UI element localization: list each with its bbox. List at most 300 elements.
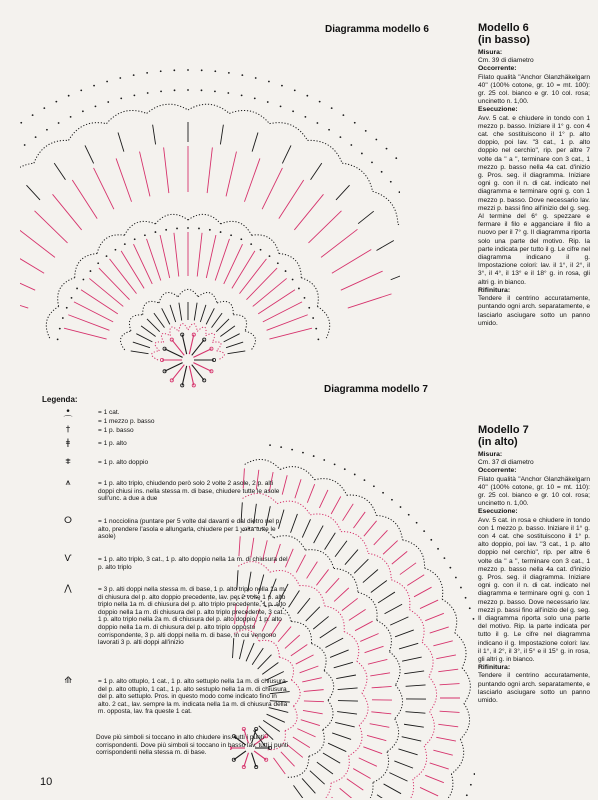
chain-loop	[198, 293, 217, 303]
chain-loop	[124, 221, 155, 235]
stitch-stroke	[293, 785, 305, 798]
diagram-7-title: Diagramma modello 7	[324, 384, 428, 395]
chain-stitch	[209, 229, 211, 231]
stitch-stroke	[216, 319, 229, 332]
model-6-rifinitura-text: Tendere il centrino accuratamente, puntando ogni arch. separatamente, e lasciarlo asciugare sotto un panno umido.	[478, 295, 590, 327]
chain-stitch	[460, 587, 462, 589]
chain-loop	[280, 467, 314, 480]
chain-loop	[413, 746, 427, 779]
stitch-stroke	[348, 294, 392, 308]
chain-stitch	[408, 514, 410, 516]
chain-loop	[311, 644, 326, 671]
treble-crochet-icon: ⩨	[65, 457, 71, 467]
stitch-stroke	[367, 735, 386, 740]
model-6-occorrente-label: Occorrente:	[478, 65, 517, 73]
stitch-stroke	[341, 271, 383, 290]
stitch-stroke	[170, 305, 176, 322]
chain-stitch	[331, 107, 333, 109]
chain-stitch	[390, 181, 392, 183]
chain-stitch	[277, 262, 279, 264]
stitch-stroke	[293, 737, 310, 748]
chain-stitch	[313, 455, 315, 457]
petal-tip	[232, 758, 235, 761]
chain-loop	[308, 783, 332, 798]
stitch-stroke	[336, 675, 356, 679]
stitch-stroke	[206, 235, 216, 278]
chain-stitch	[391, 499, 393, 501]
chain-loop	[34, 140, 69, 163]
stitch-stroke	[116, 158, 131, 201]
chain-stitch	[230, 234, 232, 236]
model-6-occorrente-text: Filato qualità "Anchor Glanzhäkelgarn 40" (100% cotone, gr. 10 = mt. 100): gr. 25 col. bianco e gr. 10 col. rosa; uncinetto n. 1,00.	[478, 73, 590, 106]
stitch-stroke	[311, 163, 322, 180]
stitch-stroke	[291, 514, 298, 533]
chain-stitch	[97, 262, 99, 264]
chain-stitch	[316, 122, 318, 124]
chain-loop	[245, 331, 255, 350]
chain-loop	[188, 324, 197, 332]
legend-notes: Dove più simboli si toccano in alto chiudere ins. tutti i punti corrispondenti. Dove più simboli si toccano in basso lav. tutti i punti corrispondenti nella stessa m. di base.	[96, 734, 289, 757]
stitch-stroke	[298, 598, 311, 614]
chain-loop	[155, 342, 164, 351]
stitch-stroke	[302, 678, 322, 682]
stitch-stroke	[308, 211, 341, 243]
chain-stitch	[147, 92, 149, 94]
stitch-stroke	[400, 563, 416, 575]
stitch-stroke	[363, 747, 382, 754]
chain-stitch	[20, 122, 22, 124]
chain-stitch	[62, 317, 64, 319]
stitch-stroke	[246, 268, 277, 300]
chain-stitch	[227, 92, 229, 94]
legend	[42, 395, 302, 716]
stitch-stroke	[215, 239, 229, 281]
chain-loop	[325, 606, 345, 632]
chain-loop	[277, 501, 310, 515]
stitch-stroke	[347, 779, 363, 790]
stitch-stroke	[436, 655, 456, 659]
stitch-stroke	[53, 194, 82, 230]
stitch-stroke	[228, 351, 246, 354]
stitch-stroke	[300, 666, 319, 673]
stitch-stroke	[430, 763, 449, 769]
chain-loop	[106, 110, 146, 123]
chain-stitch	[302, 452, 304, 454]
fan-cluster-icon: ⋀	[64, 584, 72, 594]
stitch-stroke	[110, 259, 137, 294]
stitch-stroke	[85, 145, 94, 163]
stitch-stroke	[364, 521, 377, 536]
stitch-stroke	[433, 750, 452, 755]
chain-stitch	[304, 297, 306, 299]
chain-stitch	[241, 94, 243, 96]
stitch-stroke	[372, 686, 392, 687]
chain-loop	[291, 680, 300, 706]
stitch-stroke	[407, 575, 424, 586]
stitch-stroke	[141, 326, 156, 337]
stitch-stroke	[303, 710, 323, 713]
chain-loop	[437, 774, 453, 798]
stitch-stroke	[252, 133, 258, 152]
stitch-stroke	[414, 587, 432, 597]
chain-stitch	[294, 89, 296, 91]
double-crochet-icon: ǂ	[65, 438, 71, 448]
diagram-6-title: Diagramma modello 6	[325, 24, 429, 35]
chain-loop	[341, 532, 368, 554]
chain-loop	[402, 540, 424, 568]
chain-stitch	[240, 238, 242, 240]
stitch-stroke	[425, 613, 444, 620]
chain-stitch	[155, 231, 157, 233]
chain-loop	[252, 235, 279, 254]
legend-text: = 1 p. alto	[98, 440, 127, 447]
stitch-stroke	[433, 641, 452, 646]
stitch-stroke	[296, 555, 305, 573]
chain-loop	[206, 333, 215, 342]
stitch-stroke	[297, 729, 315, 737]
chain-loop	[460, 704, 469, 740]
stitch-stroke	[360, 634, 378, 642]
stitch-stroke	[302, 778, 315, 793]
stitch-stroke	[179, 303, 182, 321]
chain-stitch	[354, 122, 356, 124]
legend-text: = 1 nocciolina (puntare per 5 volte dal davanti e dal dietro nel p. alto, prendere l'asola e allungarla, chiudere per 1 volta tutte le asole)	[98, 518, 282, 541]
chain-icon: •	[65, 407, 71, 417]
chain-stitch	[323, 459, 325, 461]
leaf-cluster-icon: ⟰	[64, 676, 72, 686]
stitch-stroke	[334, 662, 353, 668]
stitch-stroke	[307, 562, 318, 579]
chain-stitch	[76, 288, 78, 290]
chain-stitch	[46, 129, 48, 131]
stitch-stroke	[335, 722, 354, 727]
chain-stitch	[55, 101, 57, 103]
chain-loop	[409, 610, 424, 643]
stitch-stroke	[153, 125, 156, 145]
chain-loop	[217, 301, 233, 314]
stitch-stroke	[258, 290, 295, 314]
stitch-stroke	[319, 490, 328, 508]
chain-stitch	[268, 81, 270, 83]
chain-stitch	[124, 243, 126, 245]
chain-loop	[309, 730, 324, 756]
stitch-stroke	[365, 646, 384, 652]
chain-stitch	[58, 122, 60, 124]
chain-loop	[75, 254, 97, 278]
chain-loop	[387, 719, 399, 752]
chain-loop	[462, 668, 470, 704]
chain-loop	[299, 586, 324, 606]
chain-stitch	[455, 577, 457, 579]
chain-stitch	[395, 157, 397, 159]
stitch-stroke	[438, 669, 458, 672]
stitch-stroke	[355, 621, 373, 630]
model-6-instructions	[478, 22, 590, 328]
chain-loop	[221, 221, 252, 235]
stitch-stroke	[335, 541, 347, 557]
chain-loop	[429, 676, 437, 711]
chain-stitch	[35, 136, 37, 138]
chain-loop	[314, 479, 346, 496]
chain-stitch	[269, 255, 271, 257]
stitch-stroke	[35, 211, 68, 243]
chain-stitch	[339, 136, 341, 138]
chain-stitch	[291, 449, 293, 451]
stitch-stroke	[425, 775, 444, 782]
stitch-stroke	[371, 712, 391, 714]
chain-loop	[155, 214, 188, 223]
chain-stitch	[361, 153, 363, 155]
legend-title: Legenda:	[42, 395, 78, 404]
stitch-stroke	[244, 158, 259, 201]
chain-stitch	[83, 279, 85, 281]
chain-stitch	[80, 89, 82, 91]
legend-text: = 1 p. alto triplo, 3 cat., 1 p. alto doppio nella 1a m. di chiusura del p. alto triplo	[98, 556, 288, 571]
chain-loop	[179, 324, 188, 332]
chain-stitch	[106, 81, 108, 83]
stitch-stroke	[54, 163, 65, 180]
stitch-stroke	[420, 600, 438, 609]
stitch-stroke	[337, 712, 357, 715]
single-crochet-icon: †	[65, 425, 71, 435]
chain-stitch	[399, 191, 400, 193]
chain-stitch	[342, 114, 344, 116]
stitch-stroke	[207, 147, 212, 193]
petal-stroke	[182, 335, 186, 354]
stitch-stroke	[94, 168, 114, 209]
chain-stitch	[57, 338, 59, 340]
chain-stitch	[304, 116, 306, 118]
stitch-stroke	[392, 551, 407, 564]
stitch-stroke	[295, 479, 301, 498]
stitch-stroke	[370, 724, 390, 728]
chain-stitch	[70, 116, 72, 118]
chain-loop	[344, 632, 359, 662]
model-6-misura-label: Misura:	[478, 49, 503, 56]
chain-stitch	[59, 328, 61, 330]
chain-loop	[451, 739, 463, 774]
chain-loop	[357, 661, 367, 693]
crochet-diagram-6	[20, 30, 400, 400]
chain-stitch	[68, 95, 70, 97]
stitch-stroke	[131, 351, 149, 354]
chain-loop	[424, 711, 434, 746]
stitch-stroke	[326, 578, 339, 593]
stitch-stroke	[206, 308, 214, 324]
chain-stitch	[144, 234, 146, 236]
stitch-stroke	[294, 194, 323, 230]
chain-stitch	[214, 90, 216, 92]
chain-stitch	[133, 74, 135, 76]
stitch-stroke	[197, 233, 202, 277]
stitch-stroke	[226, 152, 236, 197]
chain-stitch	[198, 228, 200, 230]
chain-loop	[279, 254, 301, 278]
stitch-stroke	[89, 278, 123, 306]
page-number: 10	[40, 776, 53, 788]
chain-loop	[58, 278, 75, 307]
stitch-stroke	[440, 711, 460, 712]
legend-text: = 1 p. alto doppio	[98, 459, 149, 466]
legend-text: = 1 p. alto ottuplo, 1 cat., 1 p. alto settuplo nella 1a m. di chiusura del p. alto ottuplo, 1 cat., 1 p. alto sestuplo nella 1a m. di chiusura del p. alto settuplo. Pros. in questo modo come indicato fino in alto. 2 cat., lav. sempre la m. indicata nella 1a m. di chiusura della m. opposta, lav. fra queste 1 cat.	[98, 678, 288, 716]
chain-loop	[376, 515, 402, 539]
chain-stitch	[71, 297, 73, 299]
chain-stitch	[187, 69, 189, 71]
chain-loop	[442, 599, 457, 633]
stitch-stroke	[321, 229, 357, 257]
stitch-stroke	[389, 773, 407, 781]
stitch-stroke	[220, 326, 235, 337]
stitch-stroke	[226, 342, 243, 348]
triple-cluster-icon: ⩚	[65, 478, 71, 488]
stitch-stroke	[368, 659, 387, 664]
chain-loop	[217, 351, 225, 360]
chain-loop	[395, 685, 403, 719]
stitch-stroke	[359, 758, 377, 766]
chain-stitch	[254, 97, 256, 99]
stitch-stroke	[304, 701, 324, 702]
stitch-stroke	[358, 211, 374, 224]
stitch-stroke	[402, 737, 422, 741]
stitch-stroke	[279, 180, 304, 219]
stitch-stroke	[252, 648, 263, 665]
stitch-stroke	[20, 249, 44, 273]
stitch-stroke	[26, 185, 40, 200]
petal-stroke	[189, 366, 193, 385]
chain-loop	[178, 289, 198, 296]
chain-stitch	[449, 567, 451, 569]
model-6-subtitle: (in basso)	[478, 34, 530, 46]
stitch-stroke	[72, 180, 97, 219]
chain-stitch	[375, 139, 377, 141]
stitch-stroke	[323, 753, 340, 763]
chain-stitch	[220, 231, 222, 233]
stitch-stroke	[391, 272, 400, 279]
chain-stitch	[250, 243, 252, 245]
stitch-stroke	[378, 592, 395, 603]
stitch-stroke	[354, 559, 368, 573]
chain-stitch	[430, 539, 432, 541]
chain-stitch	[267, 101, 269, 103]
chain-stitch	[306, 95, 308, 97]
stitch-stroke	[258, 655, 272, 669]
model-7-instructions	[478, 424, 590, 705]
stitch-stroke	[440, 684, 460, 685]
stitch-stroke	[154, 313, 165, 328]
chain-stitch	[437, 548, 439, 550]
model-7-title: Modello 7	[478, 424, 529, 436]
chain-stitch	[465, 597, 467, 599]
chain-loop	[159, 293, 178, 303]
chain-stitch	[473, 618, 475, 620]
stitch-stroke	[402, 657, 422, 661]
chain-stitch	[176, 228, 178, 230]
chain-loop	[69, 123, 107, 141]
stitch-stroke	[336, 185, 350, 200]
stitch-stroke	[370, 673, 390, 676]
stitch-stroke	[406, 685, 426, 686]
model-6-esecuzione-text: Avv. 5 cat. e chiudere in tondo con 1 mezzo p. basso. Iniziare il 1° g. con 4 cat. che sostituiscono il 1° p. alto doppio, poi lav. "3 cat., 1 p. alto doppio nel cerchio", rip. per altre 7 volte da " a ", terminare con 3 cat., 1 mezzo p. basso nella 4a cat. d'inizio g. Pros. seg. il diagramma. Iniziare ogni g. con il n. di cat. indicato nel diagramma e terminare ogni g. con 1 mezzo p. basso. Dove necessario lav. mezzi p. bassi fino all'inizio del g. seg. Al termine del 6° g. spezzare e fermare il filo e agganciare il filo a nuovo per il 7° g. Il diagramma riporta solo una parte del motivo. Rip. la parte indicata per tutto il g. Le cifre nel diagramma indicano il g. Impostazione colori: lav. il 1°, il 2°, il 3°, il 4°, il 13° e il 18° g. in rosa, gli altri g. in bianco.	[478, 114, 590, 286]
chain-stitch	[292, 110, 294, 112]
chain-stitch	[470, 784, 472, 786]
chain-stitch	[371, 161, 373, 163]
chain-loop	[358, 592, 377, 620]
chain-stitch	[174, 89, 176, 91]
chain-loop	[212, 342, 221, 351]
chain-stitch	[466, 794, 468, 796]
chain-stitch	[160, 90, 162, 92]
stitch-stroke	[313, 616, 328, 629]
stitch-stroke	[140, 152, 150, 197]
chain-loop	[170, 327, 179, 336]
stitch-stroke	[331, 496, 341, 514]
chain-loop	[317, 306, 329, 338]
chain-stitch	[350, 144, 352, 146]
chain-loop	[324, 671, 334, 701]
stitch-stroke	[353, 512, 365, 528]
slip-stitch-icon: ⌒	[63, 416, 73, 426]
stitch-stroke	[325, 638, 343, 647]
chain-stitch	[187, 89, 189, 91]
chain-stitch	[24, 144, 26, 146]
stitch-stroke	[220, 125, 223, 145]
model-7-subtitle: (in alto)	[478, 436, 518, 448]
chain-stitch	[292, 279, 294, 281]
legend-text: = 1 p. alto triplo, chiudendo però solo 2 volte 2 asole, 2 p. alti doppi chiusi ins. nella stessa m. di base, chiudere tutte le asole sull'unc. a due a due	[98, 480, 280, 503]
stitch-stroke	[314, 526, 324, 544]
stitch-stroke	[363, 569, 378, 582]
model-7-rifinitura-text: Tendere il centrino accuratamente, puntando ogni arch. separatamente, e lasciarlo asciugare sotto un panno umido.	[478, 672, 590, 705]
stitch-stroke	[317, 762, 333, 774]
stitch-stroke	[232, 251, 255, 289]
model-7-occorrente-label: Occorrente:	[478, 467, 517, 475]
stitch-stroke	[399, 643, 418, 649]
model-7-misura-label: Misura:	[478, 451, 503, 458]
stitch-stroke	[224, 244, 243, 284]
stitch-stroke	[404, 724, 424, 727]
chain-loop	[279, 657, 293, 680]
chain-loop	[229, 110, 269, 123]
stitch-stroke	[212, 313, 223, 328]
chain-loop	[20, 163, 34, 191]
stitch-stroke	[377, 795, 394, 798]
chain-loop	[307, 140, 342, 163]
stitch-stroke	[162, 308, 170, 324]
stitch-stroke	[404, 671, 424, 674]
chain-stitch	[115, 249, 117, 251]
chain-stitch	[315, 328, 317, 330]
chain-loop	[396, 779, 414, 798]
chain-stitch	[319, 101, 321, 103]
chain-loop	[398, 224, 400, 261]
stitch-stroke	[64, 328, 107, 339]
chain-loop	[129, 315, 142, 331]
chain-stitch	[119, 77, 121, 79]
model-7-esecuzione-text: Avv. 5 cat. in rosa e chiudere in tondo con 1 mezzo p. basso. Iniziare il 1° g. con 4 cat. che sostituiscono il 1° p. alto doppio, poi lav. "3 cat., 1 p. alto doppio nel cerchio", rip. per altre 6 volte da " a ", terminare con 3 cat., 1 mezzo p. basso nella 4a cat. d'inizio g. Pros. seg. il diagramma. Iniziare ogni g. con il n. di cat. indicato nel diagramma e terminare ogni g. con 1 mezzo p. basso. Dove necessario lav. mezzi p. bassi fino all'inizio del g. seg. Il diagramma riporta solo una parte del motivo. Rip. la parte indicata per tutto il g. Le cifre nel diagramma indicano il g. Impostazione colori: lav. il 1°, il 2°, il 3°, il 5° e il 15° g. in rosa, gli altri g. in bianco.	[478, 516, 590, 664]
stitch-stroke	[332, 249, 371, 273]
stitch-stroke	[304, 690, 324, 692]
chain-loop	[188, 104, 229, 113]
chain-stitch	[365, 130, 367, 132]
chain-loop	[188, 214, 221, 223]
stitch-stroke	[377, 240, 394, 250]
chain-stitch	[298, 288, 300, 290]
stitch-stroke	[394, 761, 413, 768]
chain-stitch	[255, 77, 257, 79]
stitch-stroke	[160, 235, 170, 278]
stitch-stroke	[330, 650, 349, 658]
stitch-stroke	[147, 239, 161, 281]
